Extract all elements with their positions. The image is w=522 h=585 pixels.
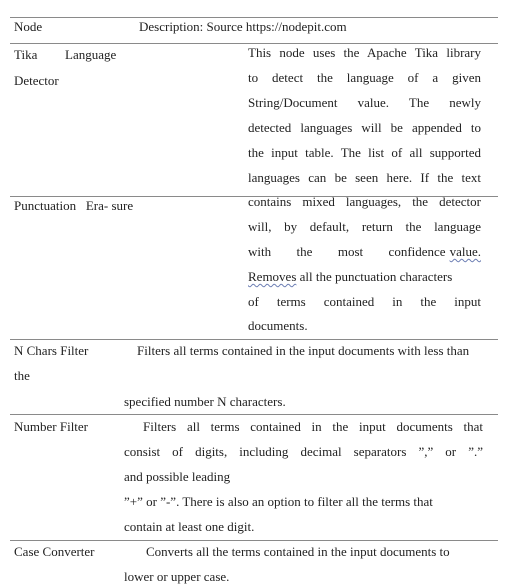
header-description: Description: Source https://nodepit.com (139, 19, 347, 34)
punct-desc-line: documents. (248, 318, 308, 333)
row-rule-punct (10, 339, 498, 340)
case-desc-1: Converts all the terms contained in the input documents to (146, 544, 450, 559)
tika-desc-line: This node uses the Apache Tika library (248, 45, 481, 60)
tika-desc-line: String/Document value. The newly (248, 95, 481, 110)
header-node: Node (14, 19, 43, 34)
number-name: Number Filter (14, 419, 89, 434)
number-desc-line: Filters all terms contained in the input documents that (143, 419, 483, 434)
case-desc-2: lower or upper case. (124, 569, 230, 584)
punct-name: Punctuation Era- sure (14, 198, 134, 213)
number-desc-line: consist of digits, including decimal separators ”,” or ”.” (124, 444, 483, 459)
tika-desc-line: will, by default, return the language (248, 219, 481, 234)
tika-desc-line: detected languages will be appended to (248, 120, 481, 135)
tika-name-1b: Language (65, 47, 117, 62)
punct-desc-first-word: Removes (248, 269, 297, 284)
number-desc-line: contain at least one digit. (124, 519, 255, 534)
punct-desc-rest: all the punctuation characters (296, 269, 453, 284)
row-rule-nchars (10, 414, 498, 415)
row-rule-number (10, 540, 498, 541)
tika-desc-last-word: value. (449, 244, 481, 259)
nchars-desc-1: Filters all terms contained in the input documents with less than (137, 343, 470, 358)
nchars-name-2: the (14, 368, 30, 383)
punct-desc-line1 (248, 269, 481, 285)
tika-desc-line: languages can be seen here. If the text (248, 170, 481, 185)
tika-desc-text: with the most confidence (248, 244, 446, 259)
top-rule (10, 17, 498, 18)
punct-desc-line: of terms contained in the input (248, 294, 481, 309)
header-rule (10, 43, 498, 44)
nchars-desc-2: specified number N characters. (124, 394, 286, 409)
tika-desc-line: the input table. The list of all supported (248, 145, 481, 160)
tika-desc-line: contains mixed languages, the detector (248, 194, 481, 209)
number-desc-line: and possible leading (124, 469, 231, 484)
tika-name-1a: Tika (14, 47, 38, 62)
tika-desc-line-last (248, 244, 481, 260)
case-name: Case Converter (14, 544, 95, 559)
tika-name-2: Detector (14, 73, 59, 88)
tika-desc-line: to detect the language of a given (248, 70, 481, 85)
number-desc-line: ”+” or ”-”. There is also an option to filter all the terms that (124, 494, 433, 509)
nchars-name-1: N Chars Filter (14, 343, 89, 358)
